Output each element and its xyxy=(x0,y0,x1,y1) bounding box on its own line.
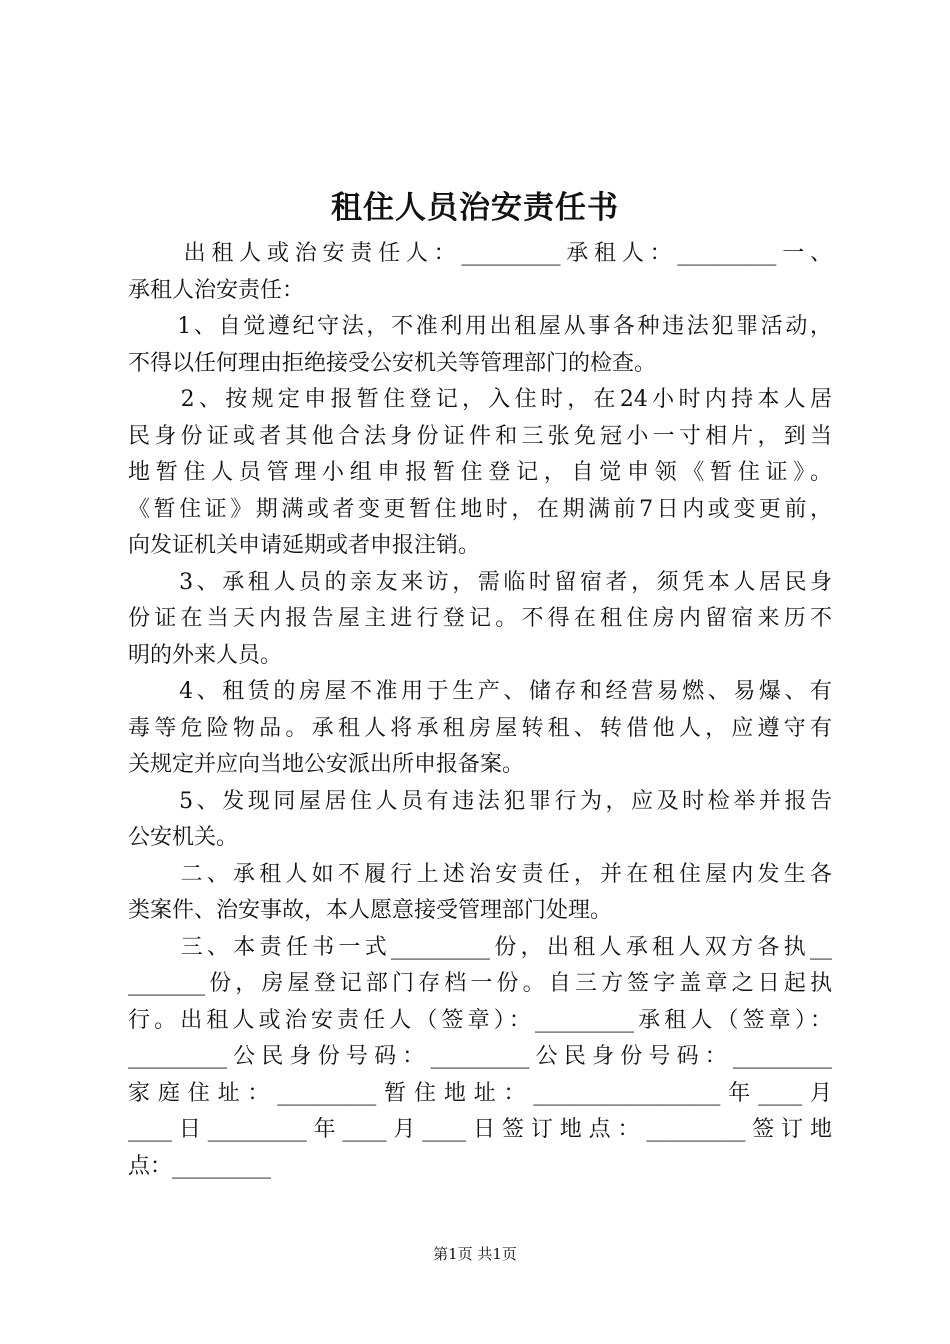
body-line: 三、本责任书一式_________份，出租人承租人双方各执__ xyxy=(128,934,832,960)
body-line: 行。出租人或治安责任人（签章）：_________承租人（签章）： xyxy=(128,1007,832,1033)
body-line: _________公民身份号码：_________公民身份号码：_________ xyxy=(128,1044,832,1069)
body-line: 向发证机关申请延期或者申报注销。 xyxy=(128,533,481,558)
body-line: ____日_________年____月____日签订地点：_________签订地 xyxy=(128,1117,832,1142)
body-line: 关规定并应向当地公安派出所申报备案。 xyxy=(128,752,525,777)
body-line: 家庭住址：_________暂住地址：_________________年____月 xyxy=(128,1080,832,1106)
document-body xyxy=(128,236,832,1185)
body-line: 承租人治安责任： xyxy=(128,277,305,303)
body-line: 5、发现同屋居住人员有违法犯罪行为，应及时检举并报告 xyxy=(128,788,832,814)
body-line: _______份，房屋登记部门存档一份。自三方签字盖章之日起执 xyxy=(128,971,832,996)
body-line: 《暂住证》期满或者变更暂住地时，在期满前7日内或变更前， xyxy=(128,496,832,522)
body-line: 明的外来人员。 xyxy=(128,642,283,668)
body-line: 地暂住人员管理小组申报暂住登记，自觉申领《暂住证》。 xyxy=(128,460,832,485)
body-line: 3、承租人员的亲友来访，需临时留宿者，须凭本人居民身 xyxy=(128,569,832,595)
body-line: 民身份证或者其他合法身份证件和三张免冠小一寸相片，到当 xyxy=(128,423,832,449)
body-line: 份证在当天内报告屋主进行登记。不得在租住房内留宿来历不 xyxy=(128,606,832,631)
body-line: 点：_________ xyxy=(128,1153,272,1179)
body-line: 类案件、治安事故，本人愿意接受管理部门处理。 xyxy=(128,898,613,923)
page-footer: 第1页 共1页 xyxy=(433,1245,517,1263)
body-line: 二、承租人如不履行上述治安责任，并在租住屋内发生各 xyxy=(128,861,832,887)
body-line: 2、按规定申报暂住登记，入住时，在24小时内持本人居 xyxy=(128,387,832,412)
body-line: 1、自觉遵纪守法，不准利用出租屋从事各种违法犯罪活动， xyxy=(128,314,832,339)
body-line: 不得以任何理由拒绝接受公安机关等管理部门的检查。 xyxy=(128,350,657,376)
body-line: 出租人或治安责任人：_________承租人：_________一、 xyxy=(128,241,832,266)
document-title: 租住人员治安责任书 xyxy=(331,190,619,226)
body-line: 毒等危险物品。承租人将承租房屋转租、转借他人，应遵守有 xyxy=(128,715,832,741)
body-line: 4、租赁的房屋不准用于生产、储存和经营易燃、易爆、有 xyxy=(128,679,832,704)
body-line: 公安机关。 xyxy=(128,825,239,850)
